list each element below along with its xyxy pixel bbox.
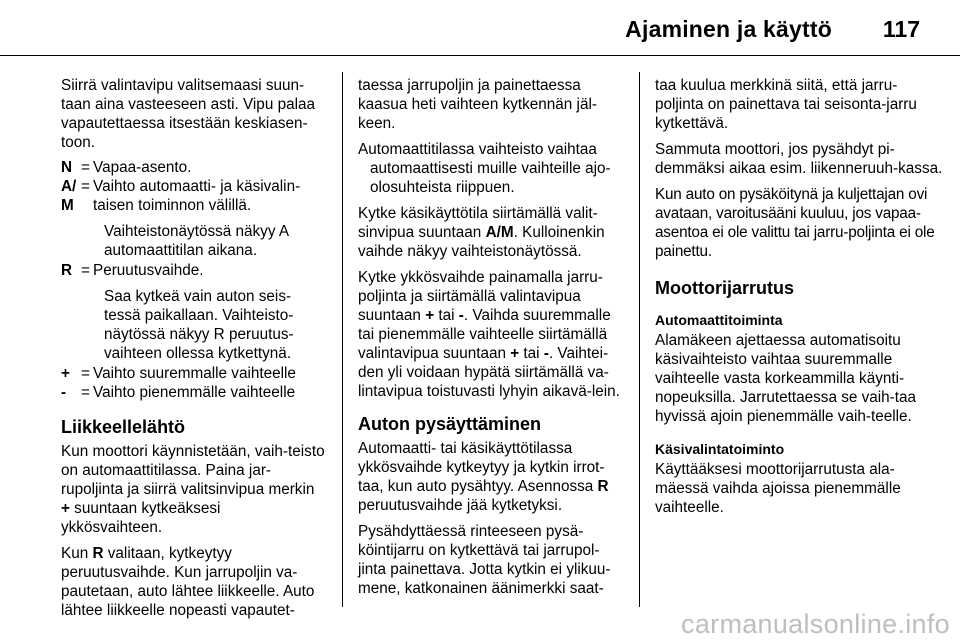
- definition-desc: Peruutusvaihde.: [93, 262, 204, 279]
- column-3: [655, 76, 945, 524]
- watermark-text: carmanualsonline.info: [681, 609, 950, 639]
- definition-row: [61, 383, 325, 402]
- text-run: suuntaan kytkeäksesi ykkösvaihteen.: [61, 500, 221, 536]
- definition-desc: Vaihto suuremmalle vaihteelle: [93, 365, 296, 382]
- definition-row: [61, 158, 325, 177]
- paragraph: taa kuulua merkkinä siitä, että jarru-poljinta on painettava tai seisonta-jarru kytkettävä.: [655, 77, 917, 132]
- paragraph: [358, 204, 624, 261]
- definition-term: -: [61, 384, 67, 401]
- text-run: Kun: [61, 545, 93, 562]
- text-run: Kytke käsikäyttötila siirtämällä valit-sinvipua suuntaan: [358, 205, 598, 241]
- symbol-r: R: [597, 478, 609, 495]
- definition-term: R: [61, 262, 73, 279]
- definition-term: A/M: [61, 178, 77, 214]
- symbol-minus: -: [458, 307, 464, 324]
- paragraph: Alamäkeen ajettaessa automatisoitu käsivaihteisto vaihtaa suuremmalle vaihteelle vasta korkeammilla käynti-nopeuksilla. Jarrutettaessa se vaih-taa hyvissä ajoin pienemmälle vaih-teelle.: [655, 332, 917, 425]
- section-heading: Liikkeellelähtö: [61, 417, 186, 437]
- column-1: [61, 76, 325, 627]
- paragraph: taessa jarrupoljin ja painettaessa kaasua heti vaihteen kytkennän jäl-keen.: [358, 77, 597, 132]
- definition-equals: =: [81, 159, 90, 176]
- subsection-heading: Käsivalintatoiminto: [655, 441, 785, 457]
- paragraph: Käyttääksesi moottorijarrutusta ala-mäessä vaihda ajoissa pienemmälle vaihteelle.: [655, 461, 901, 516]
- symbol-minus: -: [543, 345, 549, 362]
- text-run: . Kulloinenkin vaihde näkyy vaihteistonäytössä.: [358, 224, 605, 260]
- symbol-am: A/M: [485, 224, 514, 241]
- symbol-plus: +: [61, 500, 70, 517]
- definition-desc: Vapaa-asento.: [93, 159, 192, 176]
- definition-equals: =: [81, 365, 90, 382]
- definition-desc: Vaihto automaatti- ja käsivalin-taisen toiminnon välillä.: [93, 178, 301, 214]
- paragraph: [61, 544, 325, 620]
- text-run: Kytke ykkösvaihde painamalla jarru-poljinta ja siirtämällä valintavipua suuntaan: [358, 269, 603, 324]
- paragraph: Siirrä valintavipu valitsemaasi suun-taan aina vasteeseen asti. Vipu palaa vapautettaessa itsestään keskiasen-toon.: [61, 77, 316, 151]
- subsection-heading: Automaattitoiminta: [655, 312, 783, 328]
- paragraph: [358, 268, 624, 401]
- column-divider-2: [639, 72, 640, 607]
- text-run: peruutusvaihde jää kytketyksi.: [358, 497, 563, 514]
- paragraph: Pysähdyttäessä rinteeseen pysä-köintijarru on kytkettävä tai jarrupol-jinta painettava. Jotta kytkin ei ylikuu-mene, katkonainen äänimerkki saat-: [358, 523, 611, 597]
- definition-desc: Vaihto pienemmälle vaihteelle: [93, 384, 296, 401]
- section-heading: Moottorijarrutus: [655, 278, 794, 298]
- section-heading: Auton pysäyttäminen: [358, 414, 542, 434]
- column-2: [358, 76, 624, 605]
- text-run: Kun moottori käynnistetään, vaih-teisto on automaattitilassa. Paina jar-rupoljinta ja siirrä valitsinvipua merkin: [61, 443, 325, 498]
- page-number: 117: [882, 16, 920, 42]
- definition-term: +: [61, 365, 70, 382]
- symbol-plus: +: [425, 307, 435, 324]
- section-title: Ajaminen ja käyttö: [625, 16, 832, 42]
- definition-equals: =: [81, 178, 90, 195]
- definition-row: [61, 177, 325, 215]
- paragraph: [358, 439, 624, 515]
- paragraph: Kun auto on pysäköitynä ja kuljettajan ovi avataan, varoitusääni kuuluu, jos vapaa-asentoa ei ole valittu tai jarru-poljinta ei ole painettu.: [655, 186, 935, 260]
- text-run: . Vaihda suuremmalle tai pienemmälle vaihteelle siirtämällä valintavipua suuntaan: [358, 307, 611, 362]
- text-run: . Vaihtei-den yli voidaan hypätä siirtämällä va-lintavipua toistuvasti lyhyin aikavä-lein.: [358, 345, 620, 400]
- text-run: tai: [519, 345, 544, 362]
- definition-equals: =: [81, 384, 90, 401]
- symbol-plus: +: [510, 345, 520, 362]
- definition-equals: =: [81, 262, 90, 279]
- header-divider: [0, 55, 960, 56]
- definition-row: [61, 364, 325, 383]
- text-run: Automaatti- tai käsikäyttötilassa ykkösvaihde kytkeytyy ja kytkin irrot-taa, kun auto pysähtyy. Asennossa: [358, 440, 605, 495]
- definition-note: Vaihteistonäytössä näkyy A automaattitilan aikana.: [104, 223, 289, 259]
- column-divider-1: [342, 72, 343, 607]
- paragraph: [61, 442, 325, 537]
- symbol-r: R: [92, 545, 104, 562]
- gear-definition-list: [61, 158, 325, 402]
- paragraph: Automaattitilassa vaihteisto vaihtaa automaattisesti muille vaihteille ajo-olosuhteista riippuen.: [358, 141, 611, 196]
- text-run: valitaan, kytkeytyy peruutusvaihde. Kun jarrupoljin va-pautetaan, auto lähtee liikkeelle. Auto lähtee liikkeelle nopeasti vapautet-: [61, 545, 315, 619]
- definition-row: [61, 261, 325, 280]
- paragraph: Sammuta moottori, jos pysähdyt pi-demmäksi aikaa esim. liikenneruuh-kassa.: [655, 141, 943, 177]
- definition-note: Saa kytkeä vain auton seis-tessä paikallaan. Vaihteisto-näytössä näkyy R peruutus-vaihteen ollessa kytkettynä.: [104, 288, 294, 362]
- definition-term: N: [61, 159, 73, 176]
- text-run: tai: [434, 307, 459, 324]
